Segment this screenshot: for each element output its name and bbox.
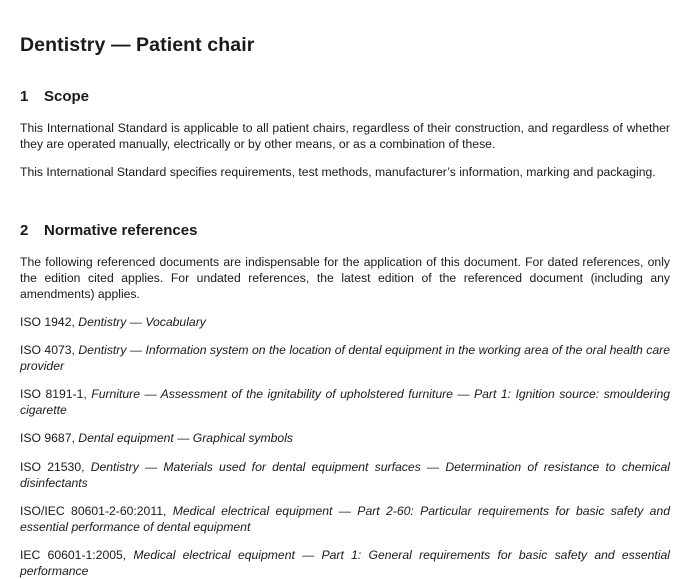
- reference-id: IEC 60601-1:2005,: [20, 548, 127, 562]
- reference-title: Medical electrical equipment — Part 2-60: Particular requirements for basic safety and essential performance of dental equipment: [20, 504, 671, 534]
- reference-entry: [20, 430, 670, 446]
- reference-title: Dental equipment — Graphical symbols: [78, 431, 294, 445]
- reference-id: ISO/IEC 80601-2-60:2011,: [20, 504, 167, 518]
- reference-id: ISO 1942,: [20, 315, 75, 329]
- section-heading-scope: [20, 88, 89, 106]
- section-title: Normative references: [44, 222, 198, 239]
- scope-paragraph-1: This International Standard is applicable to all patient chairs, regardless of their construction, and regardless of whether they are operated manually, electrically or by other means, or as a combination of these.: [20, 121, 670, 151]
- reference-title: Medical electrical equipment — Part 1: General requirements for basic safety and essential performance: [20, 548, 670, 578]
- reference-title: Dentistry — Materials used for dental equipment surfaces — Determination of resistance to chemical disinfectants: [20, 460, 670, 490]
- reference-entry: [20, 386, 670, 418]
- reference-entry: [20, 547, 670, 579]
- scope-paragraph-2: This International Standard specifies requirements, test methods, manufacturer’s information, marking and packaging.: [20, 165, 656, 179]
- section-title: Scope: [44, 88, 90, 105]
- normative-references-intro: The following referenced documents are indispensable for the application of this document. For dated references, only the edition cited applies. For undated references, the latest edition of the referenced document (including any amendments) applies.: [20, 255, 670, 301]
- reference-entry: [20, 503, 670, 535]
- section-heading-normative-references: [20, 222, 197, 240]
- reference-entry: [20, 314, 670, 330]
- reference-title: Dentistry — Information system on the location of dental equipment in the working area of the oral health care provider: [20, 343, 670, 373]
- section-number: 2: [20, 222, 29, 239]
- reference-id: ISO 9687,: [20, 431, 75, 445]
- section-number: 1: [20, 88, 29, 105]
- reference-title: Dentistry — Vocabulary: [78, 315, 206, 329]
- reference-id: ISO 8191-1,: [20, 387, 87, 401]
- reference-entry: [20, 459, 670, 491]
- reference-title: Furniture — Assessment of the ignitability of upholstered furniture — Part 1: Ignition source: smouldering cigarette: [20, 387, 670, 417]
- reference-id: ISO 4073,: [20, 343, 75, 357]
- reference-entry: [20, 342, 670, 374]
- document-title: Dentistry — Patient chair: [20, 34, 255, 56]
- reference-id: ISO 21530,: [20, 460, 85, 474]
